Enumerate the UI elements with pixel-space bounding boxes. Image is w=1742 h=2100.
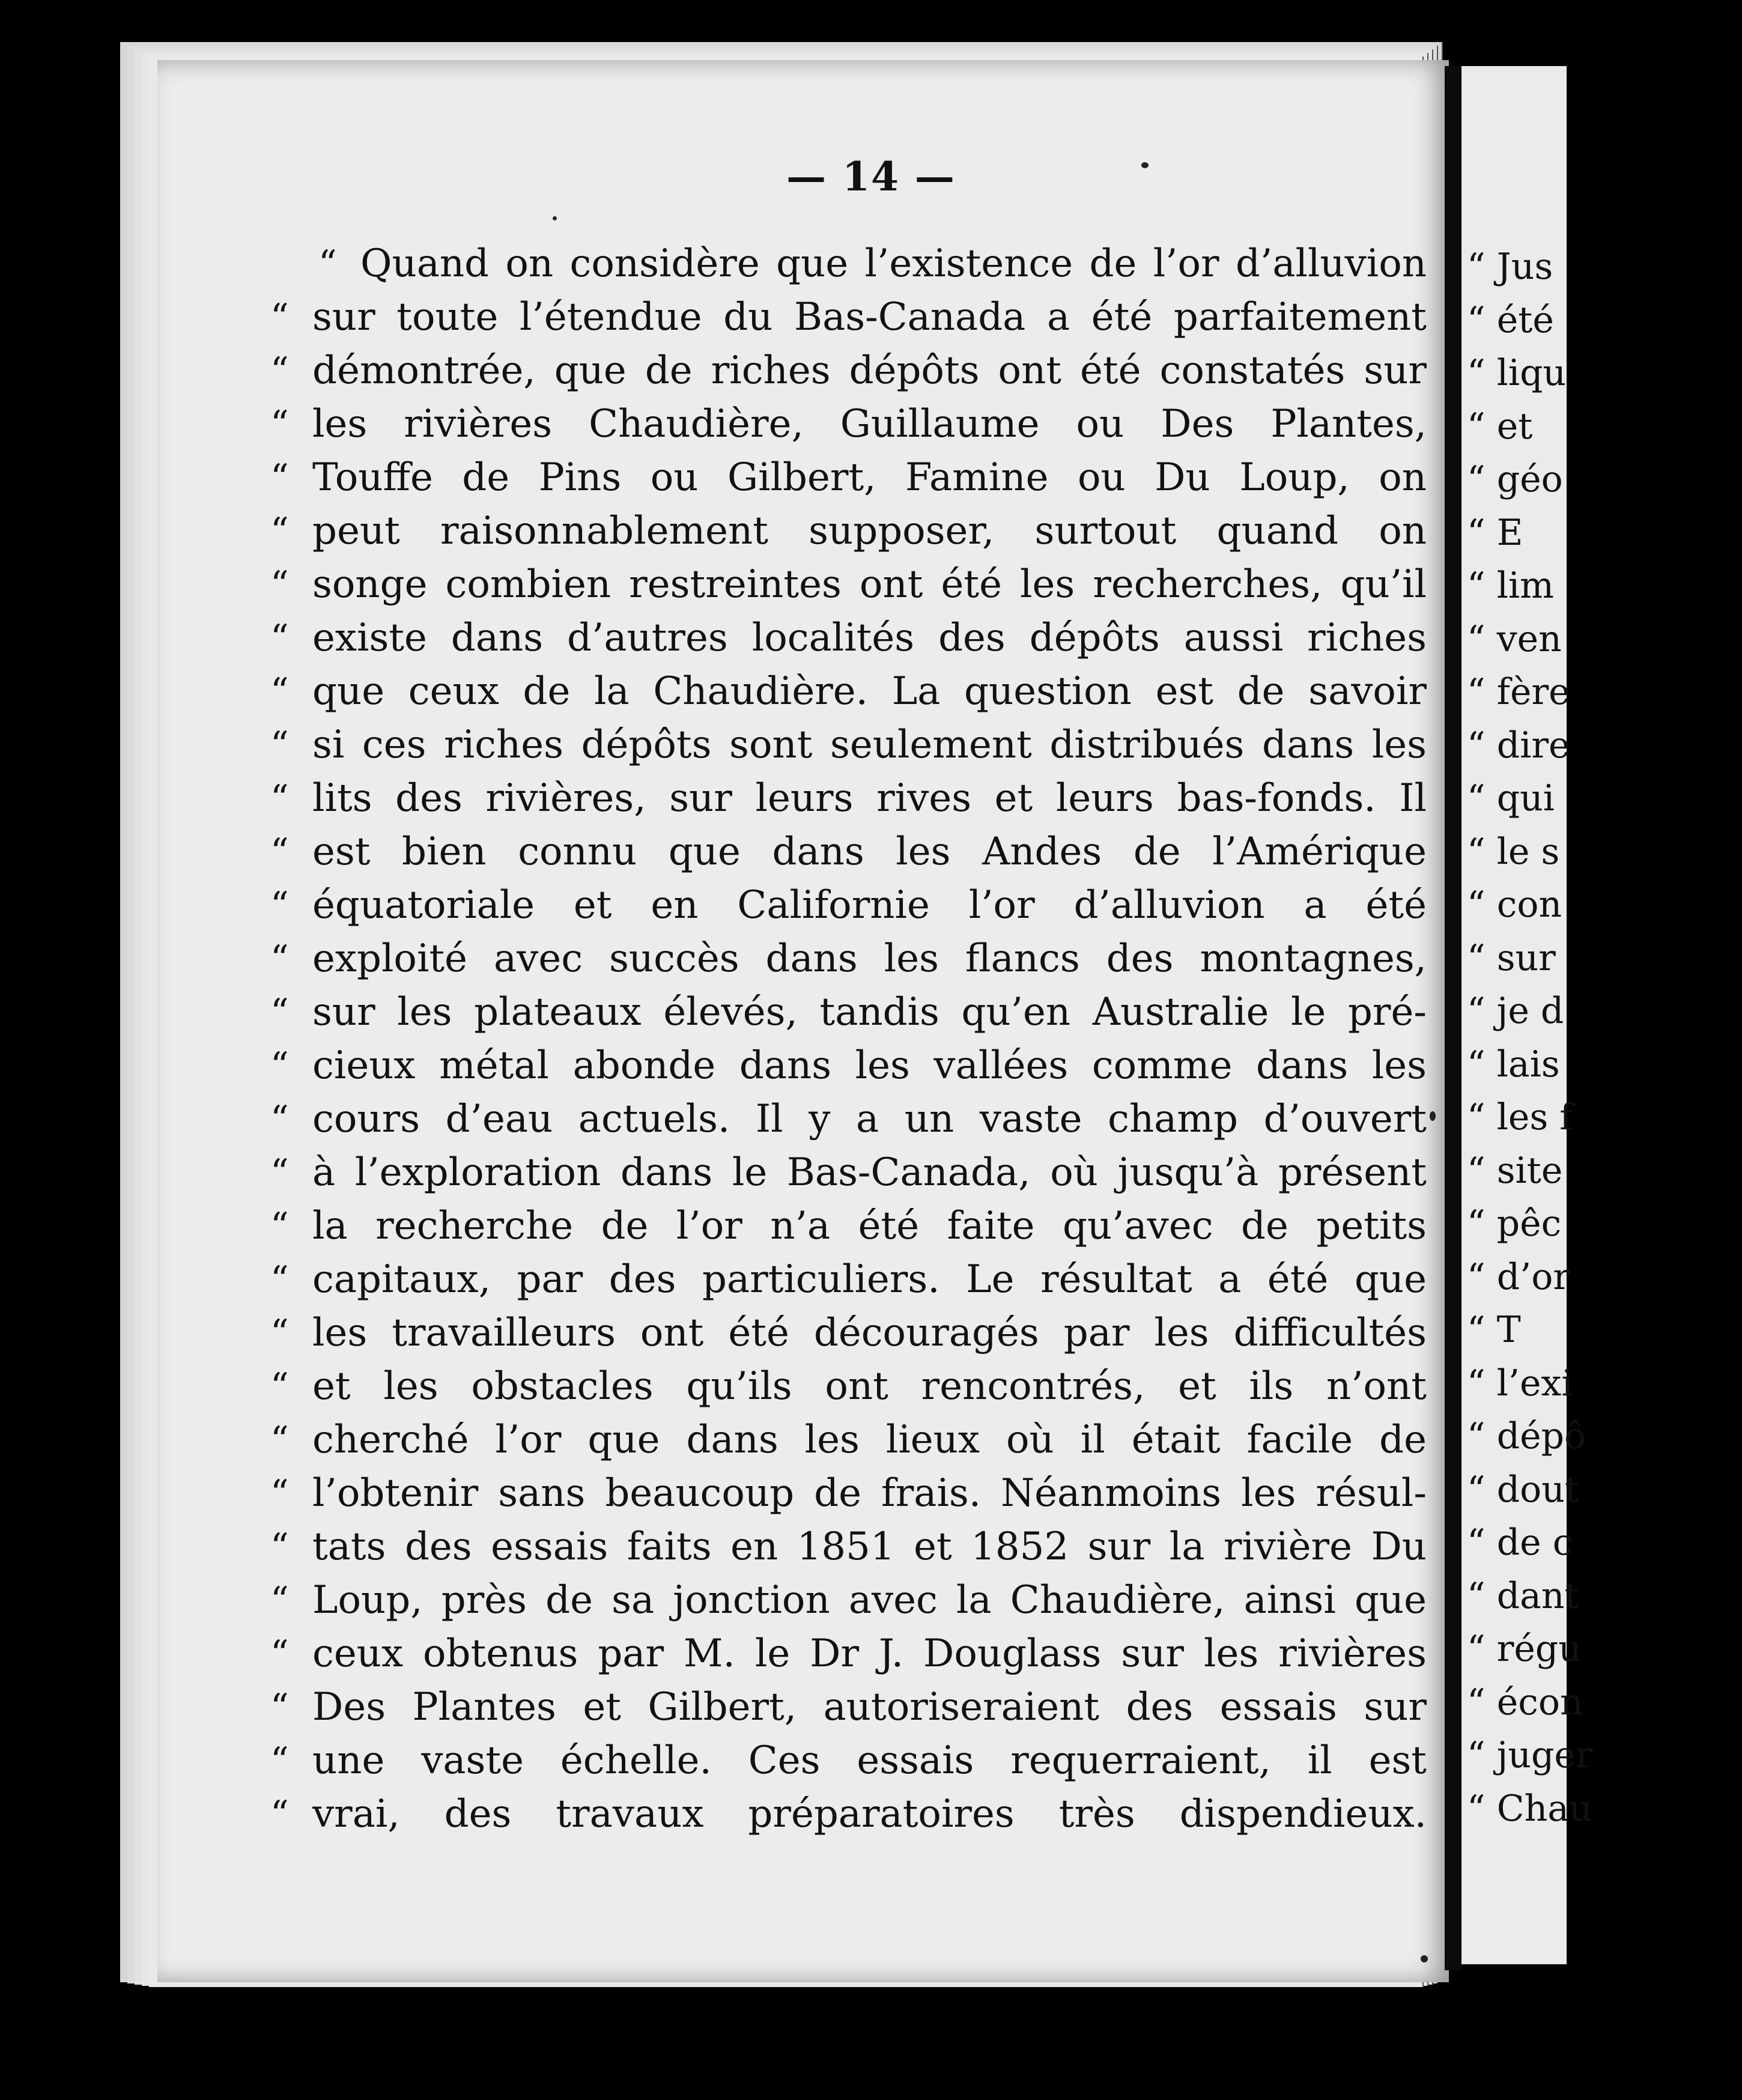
text-line bbox=[270, 879, 1427, 932]
line-text: cieux métal abonde dans les vallées comme dans les bbox=[312, 1043, 1427, 1088]
text-line bbox=[270, 1146, 1427, 1200]
quote-mark: “ bbox=[270, 777, 289, 819]
page-number: — 14 — bbox=[786, 153, 956, 200]
quote-mark: “ bbox=[270, 510, 289, 552]
line-text: capitaux, par des particuliers. Le résultat a été que bbox=[312, 1257, 1427, 1302]
fragment-line: “ régu bbox=[1467, 1628, 1582, 1670]
book-gutter bbox=[1445, 66, 1461, 1970]
line-text: les travailleurs ont été découragés par les difficultés bbox=[312, 1311, 1427, 1355]
line-text: songe combien restreintes ont été les recherches, qu’il bbox=[312, 562, 1427, 607]
line-text: exploité avec succès dans les flancs des montagnes, bbox=[312, 936, 1427, 981]
fragment-line: “ qui bbox=[1467, 777, 1555, 819]
line-text: les rivières Chaudière, Guillaume ou Des Plantes, bbox=[312, 402, 1427, 446]
quote-mark: “ bbox=[270, 1098, 289, 1140]
quote-mark: “ bbox=[270, 350, 289, 392]
ink-speck bbox=[1421, 1955, 1428, 1962]
text-line bbox=[270, 451, 1427, 505]
quote-mark: “ bbox=[270, 617, 289, 659]
fragment-line: “ site bbox=[1467, 1149, 1563, 1192]
text-line bbox=[270, 1734, 1427, 1788]
fragment-line: “ Jus bbox=[1467, 246, 1553, 288]
quote-mark: “ bbox=[270, 1045, 289, 1087]
fragment-line: “ Chau bbox=[1467, 1787, 1592, 1830]
text-line bbox=[270, 1467, 1427, 1520]
quote-mark: “ bbox=[270, 1419, 289, 1461]
line-text: cherché l’or que dans les lieux où il était facile de bbox=[312, 1418, 1427, 1462]
page-header bbox=[0, 0, 1562, 240]
line-text: Loup, près de sa jonction avec la Chaudière, ainsi que bbox=[312, 1578, 1427, 1622]
fragment-line: “ été bbox=[1467, 299, 1554, 341]
fragment-line: “ dépô bbox=[1467, 1415, 1586, 1457]
fragment-line: “ le s bbox=[1467, 830, 1560, 873]
quote-mark: “ bbox=[270, 1152, 289, 1194]
line-text: sur les plateaux élevés, tandis qu’en Australie le pré- bbox=[312, 990, 1427, 1034]
line-text: existe dans d’autres localités des dépôts aussi riches bbox=[312, 616, 1427, 660]
text-line bbox=[270, 398, 1427, 451]
fragment-line: “ dout bbox=[1467, 1468, 1580, 1511]
line-text: l’obtenir sans beaucoup de frais. Néanmoins les résul- bbox=[312, 1471, 1427, 1516]
quote-mark: “ bbox=[270, 991, 289, 1033]
line-text: est bien connu que dans les Andes de l’Amérique bbox=[312, 830, 1427, 874]
text-line bbox=[270, 1360, 1427, 1413]
quote-mark: “ bbox=[270, 403, 289, 445]
fragment-line: “ ven bbox=[1467, 618, 1562, 660]
text-line bbox=[312, 237, 1427, 291]
quote-mark: “ bbox=[318, 243, 337, 285]
fragment-line: “ et bbox=[1467, 405, 1533, 448]
right-page-text-fragment bbox=[1467, 240, 1593, 1835]
text-line bbox=[270, 1413, 1427, 1467]
quote-mark: “ bbox=[270, 1526, 289, 1568]
quote-mark: “ bbox=[270, 1740, 289, 1782]
quote-mark: “ bbox=[270, 1472, 289, 1514]
text-line bbox=[270, 1520, 1427, 1574]
line-text: lits des rivières, sur leurs rives et leurs bas-fonds. Il bbox=[312, 776, 1427, 821]
text-line bbox=[270, 611, 1427, 665]
line-text: à l’exploration dans le Bas-Canada, où jusqu’à présent bbox=[312, 1150, 1427, 1195]
fragment-line: “ juger bbox=[1467, 1734, 1593, 1776]
ink-speck bbox=[553, 216, 557, 220]
line-text: cours d’eau actuels. Il y a un vaste champ d’ouvert bbox=[312, 1097, 1427, 1141]
text-line bbox=[270, 986, 1427, 1039]
quote-mark: “ bbox=[270, 296, 289, 338]
quote-mark: “ bbox=[270, 1686, 289, 1728]
text-line bbox=[270, 344, 1427, 398]
line-text: si ces riches dépôts sont seulement distribués dans les bbox=[312, 723, 1427, 767]
fragment-line: “ les f bbox=[1467, 1096, 1573, 1138]
text-line bbox=[270, 1681, 1427, 1734]
line-text: équatoriale et en Californie l’or d’alluvion a été bbox=[312, 883, 1427, 927]
quote-mark: “ bbox=[270, 1579, 289, 1621]
text-line bbox=[270, 772, 1427, 825]
line-text: peut raisonnablement supposer, surtout quand on bbox=[312, 509, 1427, 553]
line-text: Touffe de Pins ou Gilbert, Famine ou Du Loup, on bbox=[312, 455, 1427, 500]
line-text: démontrée, que de riches dépôts ont été constatés sur bbox=[312, 348, 1427, 393]
text-line bbox=[270, 1306, 1427, 1360]
text-line bbox=[270, 932, 1427, 986]
line-text: sur toute l’étendue du Bas-Canada a été parfaitement bbox=[312, 295, 1427, 339]
line-text: la recherche de l’or n’a été faite qu’avec de petits bbox=[312, 1204, 1427, 1248]
quote-mark: “ bbox=[270, 1633, 289, 1675]
quote-mark: “ bbox=[270, 884, 289, 926]
fragment-line: “ je d bbox=[1467, 990, 1564, 1032]
quote-mark: “ bbox=[270, 1258, 289, 1300]
line-text: Des Plantes et Gilbert, autoriseraient des essais sur bbox=[312, 1685, 1427, 1729]
text-line bbox=[270, 1093, 1427, 1146]
line-text: que ceux de la Chaudière. La question est de savoir bbox=[312, 669, 1427, 714]
fragment-line: “ dire bbox=[1467, 724, 1570, 766]
quote-mark: “ bbox=[270, 724, 289, 766]
text-line bbox=[270, 665, 1427, 718]
quote-mark: “ bbox=[270, 563, 289, 605]
fragment-line: “ sur bbox=[1467, 936, 1556, 979]
fragment-line: “ l’exi bbox=[1467, 1362, 1573, 1404]
quote-mark: “ bbox=[270, 1365, 289, 1407]
line-text: vrai, des travaux préparatoires très dispendieux. bbox=[312, 1792, 1427, 1836]
text-line bbox=[270, 718, 1427, 772]
text-line bbox=[270, 558, 1427, 611]
line-text: Quand on considère que l’existence de l’or d’alluvion bbox=[360, 241, 1427, 286]
quote-mark: “ bbox=[270, 457, 289, 499]
fragment-line: “ lim bbox=[1467, 565, 1555, 607]
quote-mark: “ bbox=[270, 1793, 289, 1835]
body-text bbox=[270, 237, 1427, 1841]
fragment-line: “ con bbox=[1467, 884, 1562, 926]
fragment-line: “ de c bbox=[1467, 1522, 1573, 1564]
text-line bbox=[270, 1788, 1427, 1841]
text-line bbox=[270, 1574, 1427, 1627]
fragment-line: “ T bbox=[1467, 1309, 1521, 1351]
line-text: et les obstacles qu’ils ont rencontrés, et ils n’ont bbox=[312, 1364, 1427, 1409]
quote-mark: “ bbox=[270, 670, 289, 712]
fragment-line: “ écon bbox=[1467, 1681, 1583, 1723]
text-line bbox=[270, 1039, 1427, 1093]
fragment-line: “ d’or bbox=[1467, 1255, 1571, 1298]
fragment-line: “ E bbox=[1467, 511, 1523, 554]
text-line bbox=[270, 1200, 1427, 1253]
text-line bbox=[270, 505, 1427, 558]
fragment-line: “ lais bbox=[1467, 1043, 1560, 1085]
quote-mark: “ bbox=[270, 1205, 289, 1247]
text-line bbox=[270, 291, 1427, 344]
text-line bbox=[270, 1627, 1427, 1681]
quote-mark: “ bbox=[270, 938, 289, 980]
ink-speck bbox=[1141, 162, 1149, 168]
fragment-line: “ pêc bbox=[1467, 1203, 1562, 1245]
fragment-line: “ liqu bbox=[1467, 352, 1567, 394]
fragment-line: “ fère bbox=[1467, 671, 1570, 713]
text-line bbox=[270, 1253, 1427, 1306]
text-line bbox=[270, 825, 1427, 879]
line-text: une vaste échelle. Ces essais requerraient, il est bbox=[312, 1738, 1427, 1783]
line-text: ceux obtenus par M. le Dr J. Douglass sur les rivières bbox=[312, 1631, 1427, 1676]
fragment-line: “ géo bbox=[1467, 458, 1563, 500]
ink-speck bbox=[1430, 1111, 1436, 1121]
quote-mark: “ bbox=[270, 1312, 289, 1354]
fragment-line: “ dant bbox=[1467, 1574, 1579, 1617]
quote-mark: “ bbox=[270, 831, 289, 873]
line-text: tats des essais faits en 1851 et 1852 sur la rivière Du bbox=[312, 1525, 1427, 1569]
